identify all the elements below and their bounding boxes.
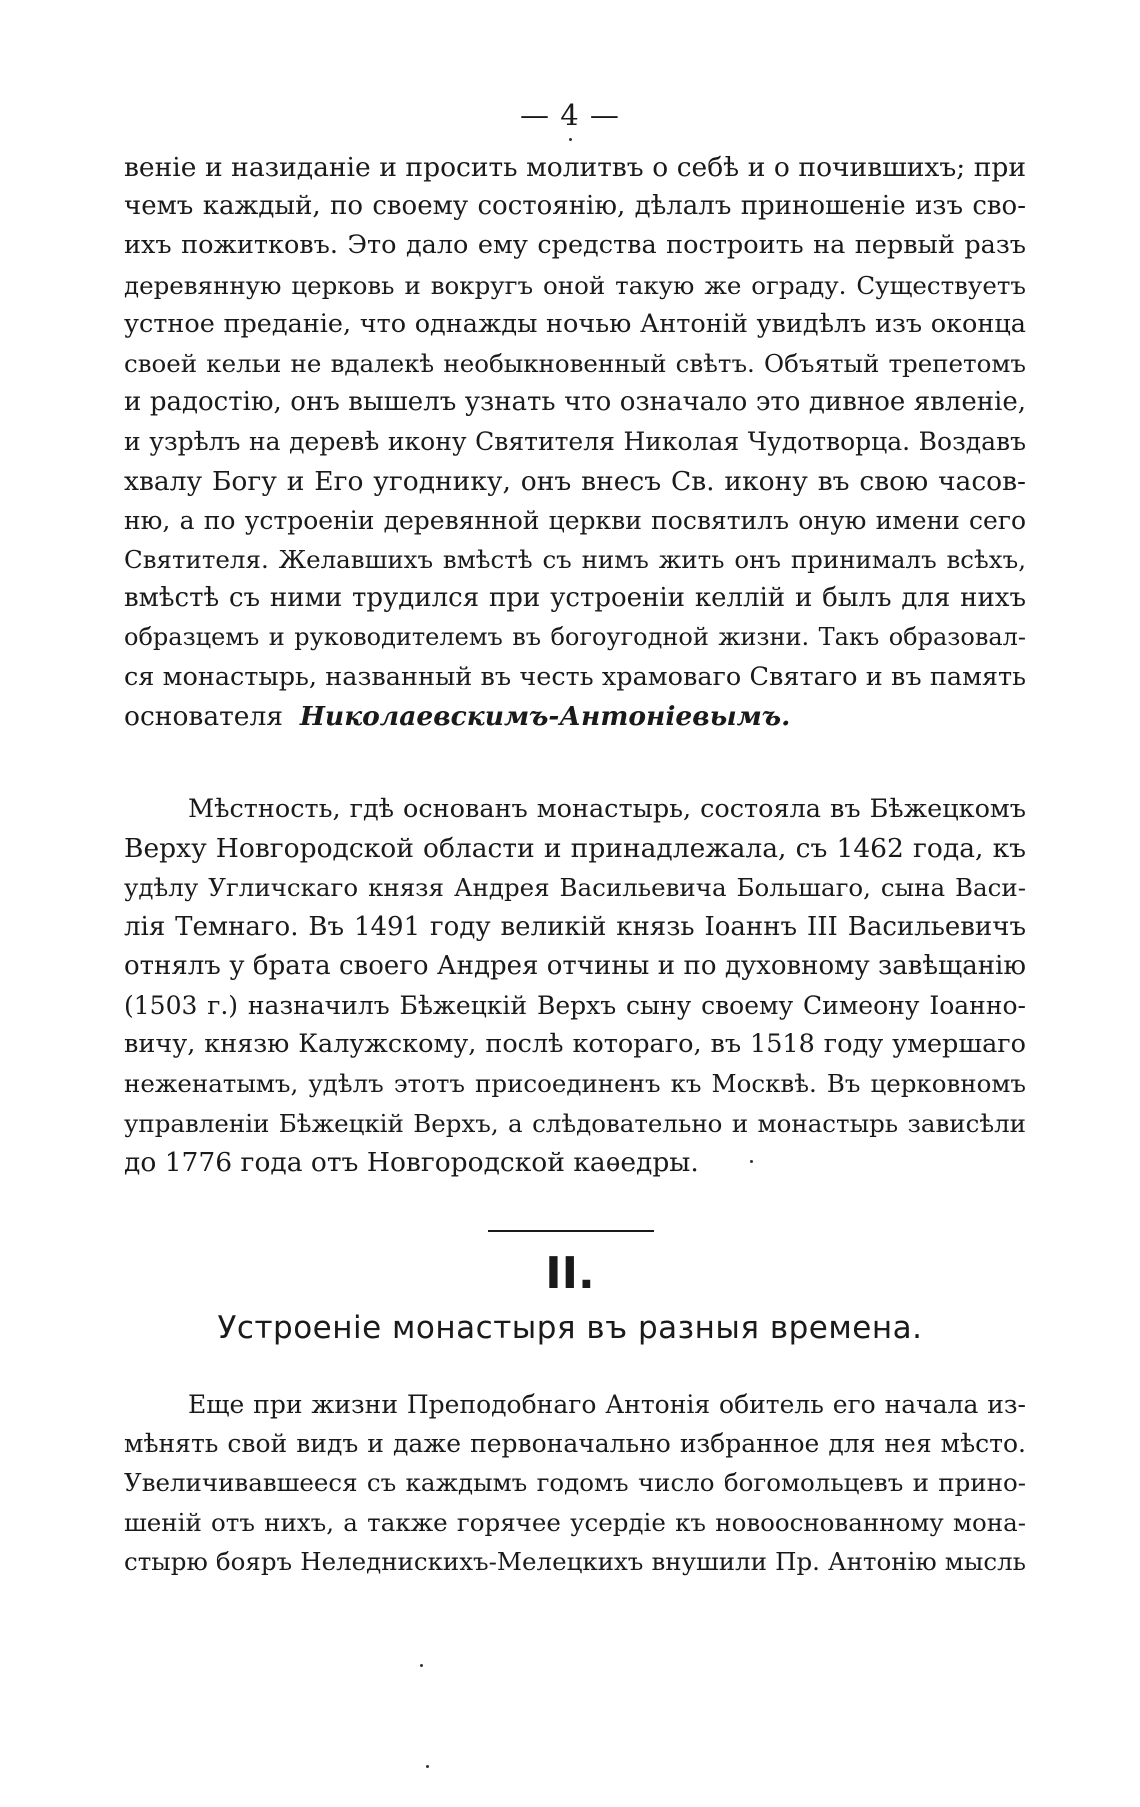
ink-speck xyxy=(750,1160,753,1163)
text-line: мѣнять свой видъ и даже первоначально избранное для нея мѣсто. xyxy=(124,1429,1026,1459)
text-line: (1503 г.) назначилъ Бѣжецкій Верхъ сыну своему Симеону Іоанно- xyxy=(124,991,1026,1021)
text-line: Святителя. Желавшихъ вмѣстѣ съ нимъ жить онъ принималъ всѣхъ, xyxy=(124,545,1026,575)
text-line: стырю бояръ Неледнискихъ-Мелецкихъ внушили Пр. Антонію мысль xyxy=(124,1546,1026,1576)
text-line: хвалу Богу и Его угоднику, онъ внесъ Св. икону въ свою часов- xyxy=(124,465,1026,497)
monastery-name: Николаевскимъ-Антоніевымъ. xyxy=(299,700,791,732)
text-line: и узрѣлъ на деревѣ икону Святителя Николая Чудотворца. Воздавъ xyxy=(124,427,1026,457)
text-line: Увеличивавшееся съ каждымъ годомъ число богомольцевъ и прино- xyxy=(124,1468,1026,1498)
text-line: ихъ пожитковъ. Это дало ему средства построить на первый разъ xyxy=(124,230,1026,261)
text-line: Мѣстность, гдѣ основанъ монастырь, состояла въ Бѣжецкомъ xyxy=(188,794,1026,824)
text-line: шеній отъ нихъ, а также горячее усердіе къ новооснованному мона- xyxy=(124,1507,1026,1537)
text-line: Еще при жизни Преподобнаго Антонія обитель его начала из- xyxy=(188,1390,1026,1419)
paragraph-founding xyxy=(124,148,1026,736)
text-line: своей кельи не вдалекѣ необыкновенный свѣтъ. Объятый трепетомъ xyxy=(124,349,1026,379)
section-number: II. xyxy=(545,1248,595,1299)
text-line: лія Темнаго. Въ 1491 году великій князь Іоаннъ III Васильевичъ xyxy=(124,911,1026,942)
text-line: вмѣстѣ съ ними трудился при устроеніи келлій и былъ для нихъ xyxy=(124,583,1026,614)
text-line: ся монастырь, названный въ честь храмоваго Святаго и въ память xyxy=(124,661,1026,692)
ink-speck xyxy=(569,138,572,141)
text-line: устное преданіе, что однажды ночью Антоній увидѣлъ изъ оконца xyxy=(124,308,1026,339)
page-number: — 4 — xyxy=(520,98,620,132)
section-title: Устроеніе монастыря въ разныя времена. xyxy=(217,1310,923,1346)
text-line: чемъ каждый, по своему состоянію, дѣлалъ приношеніе изъ сво- xyxy=(124,191,1026,222)
text-line-prefix: основателя xyxy=(124,700,284,732)
section-divider xyxy=(488,1230,654,1232)
text-line: вичу, князю Калужскому, послѣ котораго, въ 1518 году умершаго xyxy=(124,1029,1026,1060)
ink-speck xyxy=(420,1664,423,1667)
text-line-last xyxy=(124,697,1026,736)
ink-speck xyxy=(426,1765,429,1768)
text-line: деревянную церковь и вокругъ оной такую же ограду. Существуетъ xyxy=(124,270,1026,300)
text-line: веніе и назиданіе и просить молитвъ о себѣ и о почившихъ; при xyxy=(124,152,1026,183)
text-line: управленіи Бѣжецкій Верхъ, а слѣдовательно и монастырь зависѣли xyxy=(124,1108,1026,1138)
text-line: и радостію, онъ вышелъ узнать что означало это дивное явленіе, xyxy=(124,387,1026,418)
paragraph-construction xyxy=(124,1385,1026,1581)
text-line: ню, а по устроеніи деревянной церкви посвятилъ оную имени сего xyxy=(124,505,1026,535)
text-line: образцемъ и руководителемъ въ богоугодной жизни. Такъ образовал- xyxy=(124,623,1026,652)
paragraph-location xyxy=(124,790,1026,1182)
text-line: Верху Новгородской области и принадлежала, съ 1462 года, къ xyxy=(124,833,1026,865)
text-line-last: до 1776 года отъ Новгородской каѳедры. xyxy=(124,1146,699,1178)
text-line: неженатымъ, удѣлъ этотъ присоединенъ къ Москвѣ. Въ церковномъ xyxy=(124,1069,1026,1099)
text-line: отнялъ у брата своего Андрея отчины и по духовному завѣщанію xyxy=(124,950,1026,981)
text-line: удѣлу Угличскаго князя Андрея Васильевича Большаго, сына Васи- xyxy=(124,873,1026,903)
